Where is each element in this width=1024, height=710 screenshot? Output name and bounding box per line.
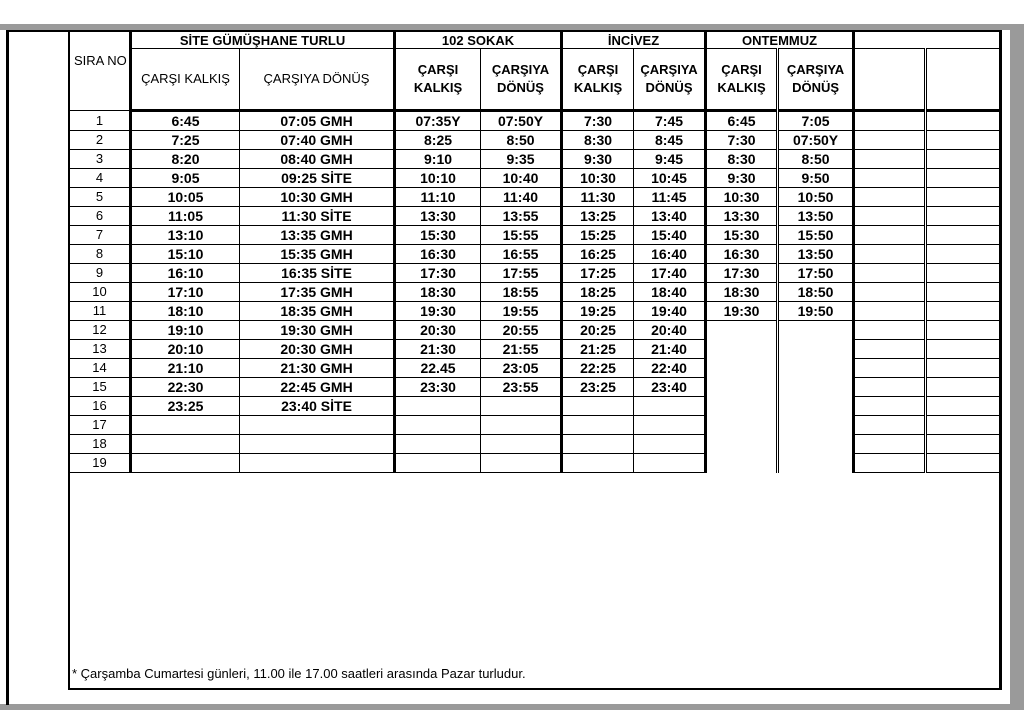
ont-donus-cell: [778, 397, 854, 416]
empty-cell: [854, 359, 926, 378]
s102-kalkis-cell: 07:35Y: [395, 111, 481, 131]
table-row: [70, 169, 1001, 188]
site-donus-cell: 18:35 GMH: [240, 302, 395, 321]
empty-cell: [854, 397, 926, 416]
s102-kalkis-cell: 11:10: [395, 188, 481, 207]
row-number: 17: [70, 416, 131, 435]
ont-kalkis-cell: 18:30: [706, 283, 778, 302]
empty-cell: [854, 245, 926, 264]
s102-kalkis-cell: 9:10: [395, 150, 481, 169]
inc-donus-cell: [634, 397, 706, 416]
inc-donus-cell: 21:40: [634, 340, 706, 359]
ont-donus-cell: 18:50: [778, 283, 854, 302]
group-header-row: [70, 31, 1001, 49]
inc-donus-cell: 8:45: [634, 131, 706, 150]
inc-kalkis-cell: [562, 397, 634, 416]
s102-kalkis-cell: 10:10: [395, 169, 481, 188]
table-row: [70, 245, 1001, 264]
table-row: [70, 264, 1001, 283]
table-row: [70, 188, 1001, 207]
s102-donus-cell: [481, 435, 562, 454]
empty-cell: [926, 416, 1001, 435]
ont-kalkis-header: [706, 49, 778, 111]
s102-donus-cell: [481, 416, 562, 435]
table-row: [70, 359, 1001, 378]
ont-donus-header: [778, 49, 854, 111]
s102-kalkis-cell: 16:30: [395, 245, 481, 264]
s102-donus-cell: 11:40: [481, 188, 562, 207]
row-number: 19: [70, 454, 131, 473]
s102-donus-cell: 07:50Y: [481, 111, 562, 131]
table-row: [70, 378, 1001, 397]
table-row: [70, 397, 1001, 416]
empty-cell: [854, 150, 926, 169]
inc-kalkis-cell: 8:30: [562, 131, 634, 150]
ont-donus-cell: 17:50: [778, 264, 854, 283]
empty-cell: [926, 378, 1001, 397]
table-row: [70, 111, 1001, 131]
inc-donus-cell: 19:40: [634, 302, 706, 321]
inc-kalkis-header: [562, 49, 634, 111]
ont-kalkis-cell: 8:30: [706, 150, 778, 169]
site-kalkis-cell: 16:10: [131, 264, 240, 283]
inc-donus-cell: [634, 435, 706, 454]
row-number: 8: [70, 245, 131, 264]
ont-kalkis-cell: [706, 321, 778, 340]
empty-cell: [854, 188, 926, 207]
cell-text: ÇARŞIYA DÖNÜŞ: [640, 62, 698, 95]
inc-kalkis-cell: 10:30: [562, 169, 634, 188]
s102-kalkis-cell: 13:30: [395, 207, 481, 226]
s102-kalkis-cell: [395, 454, 481, 473]
inc-donus-header: [634, 49, 706, 111]
site-kalkis-cell: [131, 454, 240, 473]
cell-text: ÇARŞI KALKIŞ: [717, 62, 766, 95]
table-row: [70, 226, 1001, 245]
empty-cell: [854, 226, 926, 245]
site-kalkis-cell: 17:10: [131, 283, 240, 302]
table-row: [70, 416, 1001, 435]
site-donus-cell: 15:35 GMH: [240, 245, 395, 264]
empty-cell: [854, 454, 926, 473]
row-number: 16: [70, 397, 131, 416]
column-header-row: [70, 49, 1001, 111]
s102-donus-cell: 9:35: [481, 150, 562, 169]
cell-text: ÇARŞI KALKIŞ: [573, 62, 623, 95]
ont-kalkis-cell: [706, 454, 778, 473]
s102-donus-header: [481, 49, 562, 111]
site-kalkis-cell: [131, 435, 240, 454]
table-row: [70, 150, 1001, 169]
s102-donus-cell: 18:55: [481, 283, 562, 302]
s102-donus-cell: 15:55: [481, 226, 562, 245]
inc-kalkis-cell: 13:25: [562, 207, 634, 226]
empty-cell: [854, 416, 926, 435]
site-donus-header: ÇARŞIYA DÖNÜŞ: [240, 49, 395, 111]
footnote: * Çarşamba Cumartesi günleri, 11.00 ile 17.00 saatleri arasında Pazar turludur.: [72, 666, 526, 681]
empty-cell: [926, 131, 1001, 150]
site-kalkis-cell: 19:10: [131, 321, 240, 340]
site-kalkis-cell: 13:10: [131, 226, 240, 245]
site-donus-cell: 19:30 GMH: [240, 321, 395, 340]
ont-donus-cell: 13:50: [778, 207, 854, 226]
s102-kalkis-cell: 15:30: [395, 226, 481, 245]
ont-kalkis-cell: [706, 397, 778, 416]
inc-donus-cell: 9:45: [634, 150, 706, 169]
site-kalkis-cell: [131, 416, 240, 435]
s102-kalkis-cell: 21:30: [395, 340, 481, 359]
ont-donus-cell: 10:50: [778, 188, 854, 207]
inc-donus-cell: 7:45: [634, 111, 706, 131]
s102-kalkis-cell: 19:30: [395, 302, 481, 321]
site-kalkis-cell: 20:10: [131, 340, 240, 359]
site-kalkis-header: ÇARŞI KALKIŞ: [131, 49, 240, 111]
s102-kalkis-cell: 22.45: [395, 359, 481, 378]
row-number: 12: [70, 321, 131, 340]
bus-schedule-table: [69, 30, 1001, 473]
site-kalkis-cell: 7:25: [131, 131, 240, 150]
table-row: [70, 131, 1001, 150]
sira-no-header: SIRA NO: [70, 31, 131, 111]
ont-kalkis-cell: 16:30: [706, 245, 778, 264]
inc-kalkis-cell: [562, 435, 634, 454]
row-number: 3: [70, 150, 131, 169]
empty-cell: [854, 321, 926, 340]
inc-kalkis-cell: [562, 454, 634, 473]
empty-header-2: [926, 49, 1001, 111]
row-number: 4: [70, 169, 131, 188]
ont-kalkis-cell: 7:30: [706, 131, 778, 150]
site-kalkis-cell: 9:05: [131, 169, 240, 188]
ont-donus-cell: [778, 454, 854, 473]
site-donus-cell: 07:05 GMH: [240, 111, 395, 131]
empty-cell: [926, 359, 1001, 378]
site-donus-cell: [240, 454, 395, 473]
row-number: 6: [70, 207, 131, 226]
cell-text: ÇARŞIYA DÖNÜŞ: [491, 62, 550, 95]
ont-donus-cell: 9:50: [778, 169, 854, 188]
table-row: [70, 302, 1001, 321]
inc-donus-cell: 20:40: [634, 321, 706, 340]
empty-cell: [854, 378, 926, 397]
cell-text: ÇARŞI KALKIŞ: [413, 62, 463, 95]
empty-cell: [926, 283, 1001, 302]
inc-donus-cell: 22:40: [634, 359, 706, 378]
site-donus-cell: 22:45 GMH: [240, 378, 395, 397]
table-row: [70, 340, 1001, 359]
empty-cell: [854, 283, 926, 302]
ont-kalkis-cell: [706, 416, 778, 435]
ont-donus-cell: [778, 416, 854, 435]
empty-cell: [926, 340, 1001, 359]
site-donus-cell: 16:35 SİTE: [240, 264, 395, 283]
group-site-gumushane: SİTE GÜMÜŞHANE TURLU: [131, 31, 395, 49]
left-margin-line: [6, 30, 9, 705]
row-number: 2: [70, 131, 131, 150]
ont-kalkis-cell: [706, 340, 778, 359]
table-row: [70, 321, 1001, 340]
ont-donus-cell: [778, 321, 854, 340]
empty-cell: [854, 302, 926, 321]
s102-kalkis-cell: 18:30: [395, 283, 481, 302]
inc-kalkis-cell: 21:25: [562, 340, 634, 359]
s102-donus-cell: [481, 454, 562, 473]
ont-kalkis-cell: 15:30: [706, 226, 778, 245]
s102-donus-cell: 16:55: [481, 245, 562, 264]
row-number: 1: [70, 111, 131, 131]
site-donus-cell: 08:40 GMH: [240, 150, 395, 169]
inc-donus-cell: 23:40: [634, 378, 706, 397]
empty-cell: [854, 264, 926, 283]
ont-donus-cell: 19:50: [778, 302, 854, 321]
empty-cell: [926, 226, 1001, 245]
site-donus-cell: 21:30 GMH: [240, 359, 395, 378]
table-row: [70, 283, 1001, 302]
site-kalkis-cell: 23:25: [131, 397, 240, 416]
ont-kalkis-cell: 10:30: [706, 188, 778, 207]
s102-donus-cell: 19:55: [481, 302, 562, 321]
inc-kalkis-cell: 23:25: [562, 378, 634, 397]
ont-kalkis-cell: [706, 378, 778, 397]
empty-cell: [926, 111, 1001, 131]
group-ontemmuz: ONTEMMUZ: [706, 31, 854, 49]
row-number: 10: [70, 283, 131, 302]
inc-kalkis-cell: 18:25: [562, 283, 634, 302]
s102-kalkis-header: [395, 49, 481, 111]
s102-donus-cell: [481, 397, 562, 416]
right-border-band: [1010, 30, 1024, 705]
empty-cell: [926, 150, 1001, 169]
s102-kalkis-cell: 8:25: [395, 131, 481, 150]
empty-cell: [854, 169, 926, 188]
empty-cell: [926, 397, 1001, 416]
empty-cell: [854, 435, 926, 454]
site-donus-cell: [240, 435, 395, 454]
empty-cell: [926, 321, 1001, 340]
inc-kalkis-cell: 20:25: [562, 321, 634, 340]
ont-donus-cell: 7:05: [778, 111, 854, 131]
table-row: [70, 435, 1001, 454]
s102-donus-cell: 23:05: [481, 359, 562, 378]
row-number: 13: [70, 340, 131, 359]
group-empty: [854, 31, 1001, 49]
s102-kalkis-cell: [395, 397, 481, 416]
inc-kalkis-cell: 16:25: [562, 245, 634, 264]
site-donus-cell: 10:30 GMH: [240, 188, 395, 207]
site-kalkis-cell: 15:10: [131, 245, 240, 264]
site-donus-cell: [240, 416, 395, 435]
site-donus-cell: 11:30 SİTE: [240, 207, 395, 226]
s102-donus-cell: 17:55: [481, 264, 562, 283]
site-donus-cell: 07:40 GMH: [240, 131, 395, 150]
inc-kalkis-cell: 7:30: [562, 111, 634, 131]
empty-header-1: [854, 49, 926, 111]
site-kalkis-cell: 11:05: [131, 207, 240, 226]
inc-kalkis-cell: 22:25: [562, 359, 634, 378]
inc-kalkis-cell: 15:25: [562, 226, 634, 245]
s102-donus-cell: 20:55: [481, 321, 562, 340]
inc-kalkis-cell: [562, 416, 634, 435]
ont-donus-cell: 13:50: [778, 245, 854, 264]
empty-cell: [926, 245, 1001, 264]
ont-donus-cell: [778, 378, 854, 397]
empty-cell: [926, 454, 1001, 473]
site-kalkis-cell: 10:05: [131, 188, 240, 207]
site-kalkis-cell: 21:10: [131, 359, 240, 378]
site-kalkis-cell: 18:10: [131, 302, 240, 321]
site-donus-cell: 20:30 GMH: [240, 340, 395, 359]
inc-donus-cell: 11:45: [634, 188, 706, 207]
inc-donus-cell: 18:40: [634, 283, 706, 302]
inc-donus-cell: 15:40: [634, 226, 706, 245]
inc-donus-cell: [634, 416, 706, 435]
row-number: 9: [70, 264, 131, 283]
row-number: 14: [70, 359, 131, 378]
empty-cell: [926, 302, 1001, 321]
group-incivez: İNCİVEZ: [562, 31, 706, 49]
table-row: [70, 207, 1001, 226]
ont-donus-cell: [778, 435, 854, 454]
ont-kalkis-cell: 19:30: [706, 302, 778, 321]
s102-kalkis-cell: 23:30: [395, 378, 481, 397]
empty-cell: [854, 207, 926, 226]
site-kalkis-cell: 6:45: [131, 111, 240, 131]
row-number: 11: [70, 302, 131, 321]
empty-cell: [854, 340, 926, 359]
ont-donus-cell: [778, 340, 854, 359]
group-102-sokak: 102 SOKAK: [395, 31, 562, 49]
ont-kalkis-cell: [706, 435, 778, 454]
site-donus-cell: 17:35 GMH: [240, 283, 395, 302]
s102-donus-cell: 23:55: [481, 378, 562, 397]
ont-kalkis-cell: 17:30: [706, 264, 778, 283]
s102-donus-cell: 13:55: [481, 207, 562, 226]
inc-kalkis-cell: 11:30: [562, 188, 634, 207]
empty-cell: [926, 435, 1001, 454]
site-kalkis-cell: 22:30: [131, 378, 240, 397]
s102-donus-cell: 10:40: [481, 169, 562, 188]
row-number: 15: [70, 378, 131, 397]
row-number: 7: [70, 226, 131, 245]
empty-cell: [926, 188, 1001, 207]
inc-donus-cell: 10:45: [634, 169, 706, 188]
cell-text: ÇARŞIYA DÖNÜŞ: [786, 62, 845, 95]
site-kalkis-cell: 8:20: [131, 150, 240, 169]
ont-kalkis-cell: 6:45: [706, 111, 778, 131]
empty-cell: [926, 207, 1001, 226]
empty-cell: [926, 169, 1001, 188]
inc-kalkis-cell: 17:25: [562, 264, 634, 283]
ont-donus-cell: 15:50: [778, 226, 854, 245]
s102-kalkis-cell: 20:30: [395, 321, 481, 340]
inc-kalkis-cell: 9:30: [562, 150, 634, 169]
s102-kalkis-cell: [395, 435, 481, 454]
row-number: 5: [70, 188, 131, 207]
table-row: [70, 454, 1001, 473]
ont-donus-cell: 8:50: [778, 150, 854, 169]
row-number: 18: [70, 435, 131, 454]
inc-donus-cell: [634, 454, 706, 473]
s102-donus-cell: 8:50: [481, 131, 562, 150]
s102-kalkis-cell: 17:30: [395, 264, 481, 283]
inc-kalkis-cell: 19:25: [562, 302, 634, 321]
ont-kalkis-cell: 13:30: [706, 207, 778, 226]
empty-cell: [854, 111, 926, 131]
ont-kalkis-cell: [706, 359, 778, 378]
ont-kalkis-cell: 9:30: [706, 169, 778, 188]
inc-donus-cell: 13:40: [634, 207, 706, 226]
bottom-border-band: [0, 704, 1024, 710]
empty-cell: [854, 131, 926, 150]
ont-donus-cell: 07:50Y: [778, 131, 854, 150]
inc-donus-cell: 17:40: [634, 264, 706, 283]
ont-donus-cell: [778, 359, 854, 378]
inc-donus-cell: 16:40: [634, 245, 706, 264]
s102-kalkis-cell: [395, 416, 481, 435]
empty-cell: [926, 264, 1001, 283]
site-donus-cell: 09:25 SİTE: [240, 169, 395, 188]
site-donus-cell: 23:40 SİTE: [240, 397, 395, 416]
site-donus-cell: 13:35 GMH: [240, 226, 395, 245]
s102-donus-cell: 21:55: [481, 340, 562, 359]
